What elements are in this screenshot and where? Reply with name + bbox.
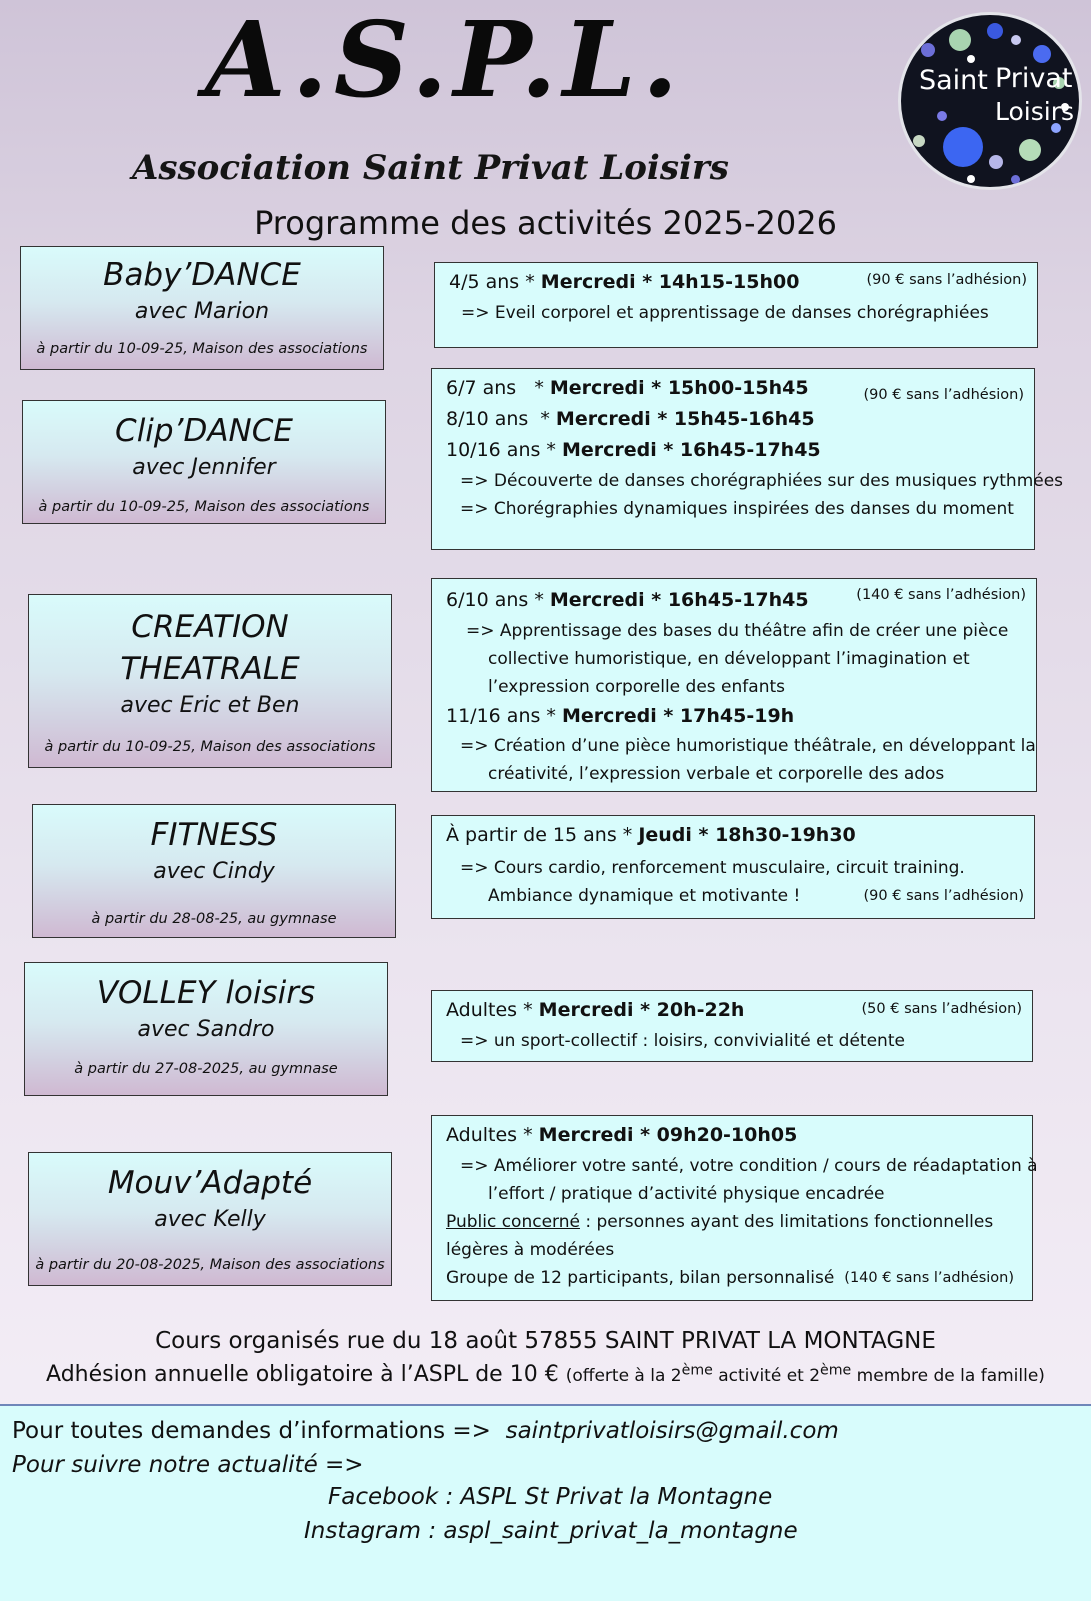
schedule-line: 8/10 ans * Mercredi * 15h45-16h45 bbox=[446, 408, 815, 430]
activity-start-date: à partir du 10-09-25, Maison des associations bbox=[38, 499, 370, 515]
course-address: Cours organisés rue du 18 août 57855 SAINT PRIVAT LA MONTAGNE bbox=[155, 1328, 936, 1354]
schedule-line: Adultes * Mercredi * 09h20-10h05 bbox=[446, 1124, 798, 1146]
activity-start-date: à partir du 28-08-25, au gymnase bbox=[91, 911, 337, 927]
price-label: (50 € sans l’adhésion) bbox=[861, 1001, 1022, 1017]
activity-teacher: avec Sandro bbox=[137, 1016, 275, 1042]
activity-description: => Cours cardio, renforcement musculaire, circuit training. bbox=[460, 858, 965, 878]
programme-title: Programme des activités 2025-2026 bbox=[254, 204, 837, 242]
schedule-line: 4/5 ans * Mercredi * 14h15-15h00 bbox=[449, 271, 800, 293]
schedule-box-theatre bbox=[431, 578, 1037, 792]
activity-teacher: avec Marion bbox=[134, 298, 270, 324]
activity-title: VOLLEY loisirs bbox=[96, 975, 316, 1011]
schedule-line: 6/10 ans * Mercredi * 16h45-17h45 bbox=[446, 589, 809, 611]
activity-description: collective humoristique, en développant l’imagination et bbox=[488, 649, 970, 669]
badge-text-privat: Privat bbox=[995, 63, 1073, 94]
schedule-line: 6/7 ans * Mercredi * 15h00-15h45 bbox=[446, 377, 809, 399]
schedule-line: À partir de 15 ans * Jeudi * 18h30-19h30 bbox=[446, 824, 856, 846]
activity-card-clipdance bbox=[22, 400, 386, 524]
activity-card-volley bbox=[24, 962, 388, 1096]
public-concerned-label: Public concerné bbox=[446, 1212, 580, 1232]
activity-description: => Chorégraphies dynamiques inspirées des danses du moment bbox=[460, 499, 1014, 519]
activity-description: => Découverte de danses chorégraphiées sur des musiques rythmées bbox=[460, 471, 1064, 491]
public-concerned-continued: légères à modérées bbox=[446, 1240, 615, 1260]
price-label: (140 € sans l’adhésion) bbox=[844, 1270, 1014, 1286]
schedule-box-mouvadapte bbox=[431, 1115, 1038, 1301]
association-name: Association Saint Privat Loisirs bbox=[132, 148, 729, 188]
schedule-line: 11/16 ans * Mercredi * 17h45-19h bbox=[446, 705, 795, 727]
info-request-label: Pour toutes demandes d’informations => saintprivatloisirs@gmail.com bbox=[12, 1418, 839, 1444]
activity-description: l’expression corporelle des enfants bbox=[488, 677, 785, 697]
activity-card-babydance bbox=[20, 246, 384, 370]
activity-start-date: à partir du 10-09-25, Maison des associations bbox=[36, 341, 368, 357]
schedule-box-fitness bbox=[431, 815, 1035, 919]
activity-teacher: avec Cindy bbox=[153, 858, 275, 884]
activity-title: FITNESS bbox=[150, 817, 278, 853]
activity-description: Ambiance dynamique et motivante ! bbox=[488, 886, 801, 906]
association-badge-logo bbox=[898, 12, 1082, 190]
price-label: (90 € sans l’adhésion) bbox=[863, 888, 1024, 904]
schedule-line: 10/16 ans * Mercredi * 16h45-17h45 bbox=[446, 439, 821, 461]
activity-description: => Améliorer votre santé, votre condition / cours de réadaptation à bbox=[460, 1156, 1038, 1176]
public-concerned: Public concerné : personnes ayant des limitations fonctionnelles bbox=[446, 1212, 994, 1232]
activity-teacher: avec Kelly bbox=[154, 1206, 266, 1232]
activity-description: l’effort / pratique d’activité physique encadrée bbox=[488, 1184, 885, 1204]
activity-description: => un sport-collectif : loisirs, convivialité et détente bbox=[460, 1031, 905, 1051]
membership-info: Adhésion annuelle obligatoire à l’ASPL de 10 € (offerte à la 2ème activité et 2ème membre de la famille) bbox=[46, 1362, 1045, 1387]
price-label: (140 € sans l’adhésion) bbox=[856, 587, 1026, 603]
activity-card-mouvadapte bbox=[28, 1152, 392, 1286]
follow-news-label: Pour suivre notre actualité => bbox=[12, 1452, 364, 1478]
activity-title-line2: THEATRALE bbox=[120, 650, 300, 687]
schedule-box-volley bbox=[431, 990, 1033, 1062]
badge-text-loisirs: Loisirs bbox=[995, 97, 1075, 126]
price-label: (90 € sans l’adhésion) bbox=[866, 272, 1027, 288]
activity-title: Baby’DANCE bbox=[103, 257, 301, 293]
schedule-line: Adultes * Mercredi * 20h-22h bbox=[446, 999, 745, 1021]
group-info: Groupe de 12 participants, bilan personnalisé bbox=[446, 1268, 835, 1288]
schedule-box-babydance bbox=[434, 262, 1038, 348]
facebook-link[interactable]: Facebook : ASPL St Privat la Montagne bbox=[328, 1484, 773, 1510]
schedule-box-clipdance bbox=[431, 368, 1064, 550]
instagram-link[interactable]: Instagram : aspl_saint_privat_la_montagne bbox=[304, 1518, 798, 1544]
activity-description: => Création d’une pièce humoristique théâtrale, en développant la bbox=[460, 736, 1036, 756]
activity-card-fitness bbox=[32, 804, 396, 938]
email-link[interactable]: saintprivatloisirs@gmail.com bbox=[505, 1418, 839, 1444]
contact-section bbox=[0, 1404, 1091, 1601]
activity-card-theatre bbox=[28, 594, 392, 768]
activity-description: => Eveil corporel et apprentissage de danses chorégraphiées bbox=[461, 303, 989, 323]
activity-start-date: à partir du 10-09-25, Maison des associations bbox=[44, 739, 376, 755]
activity-description: => Apprentissage des bases du théâtre afin de créer une pièce bbox=[466, 621, 1009, 641]
activity-start-date: à partir du 27-08-2025, au gymnase bbox=[74, 1061, 338, 1077]
activity-teacher: avec Jennifer bbox=[132, 454, 276, 480]
activity-title: Clip’DANCE bbox=[115, 413, 293, 449]
activity-title: CREATION bbox=[131, 609, 289, 645]
activity-start-date: à partir du 20-08-2025, Maison des associations bbox=[35, 1257, 385, 1273]
price-label: (90 € sans l’adhésion) bbox=[863, 387, 1024, 403]
badge-text-saint: Saint bbox=[919, 65, 988, 96]
activity-teacher: avec Eric et Ben bbox=[120, 692, 300, 718]
logo-title: A.S.P.L. bbox=[205, 0, 685, 121]
activity-description: créativité, l’expression verbale et corporelle des ados bbox=[488, 764, 945, 784]
activity-title: Mouv’Adapté bbox=[107, 1165, 313, 1201]
